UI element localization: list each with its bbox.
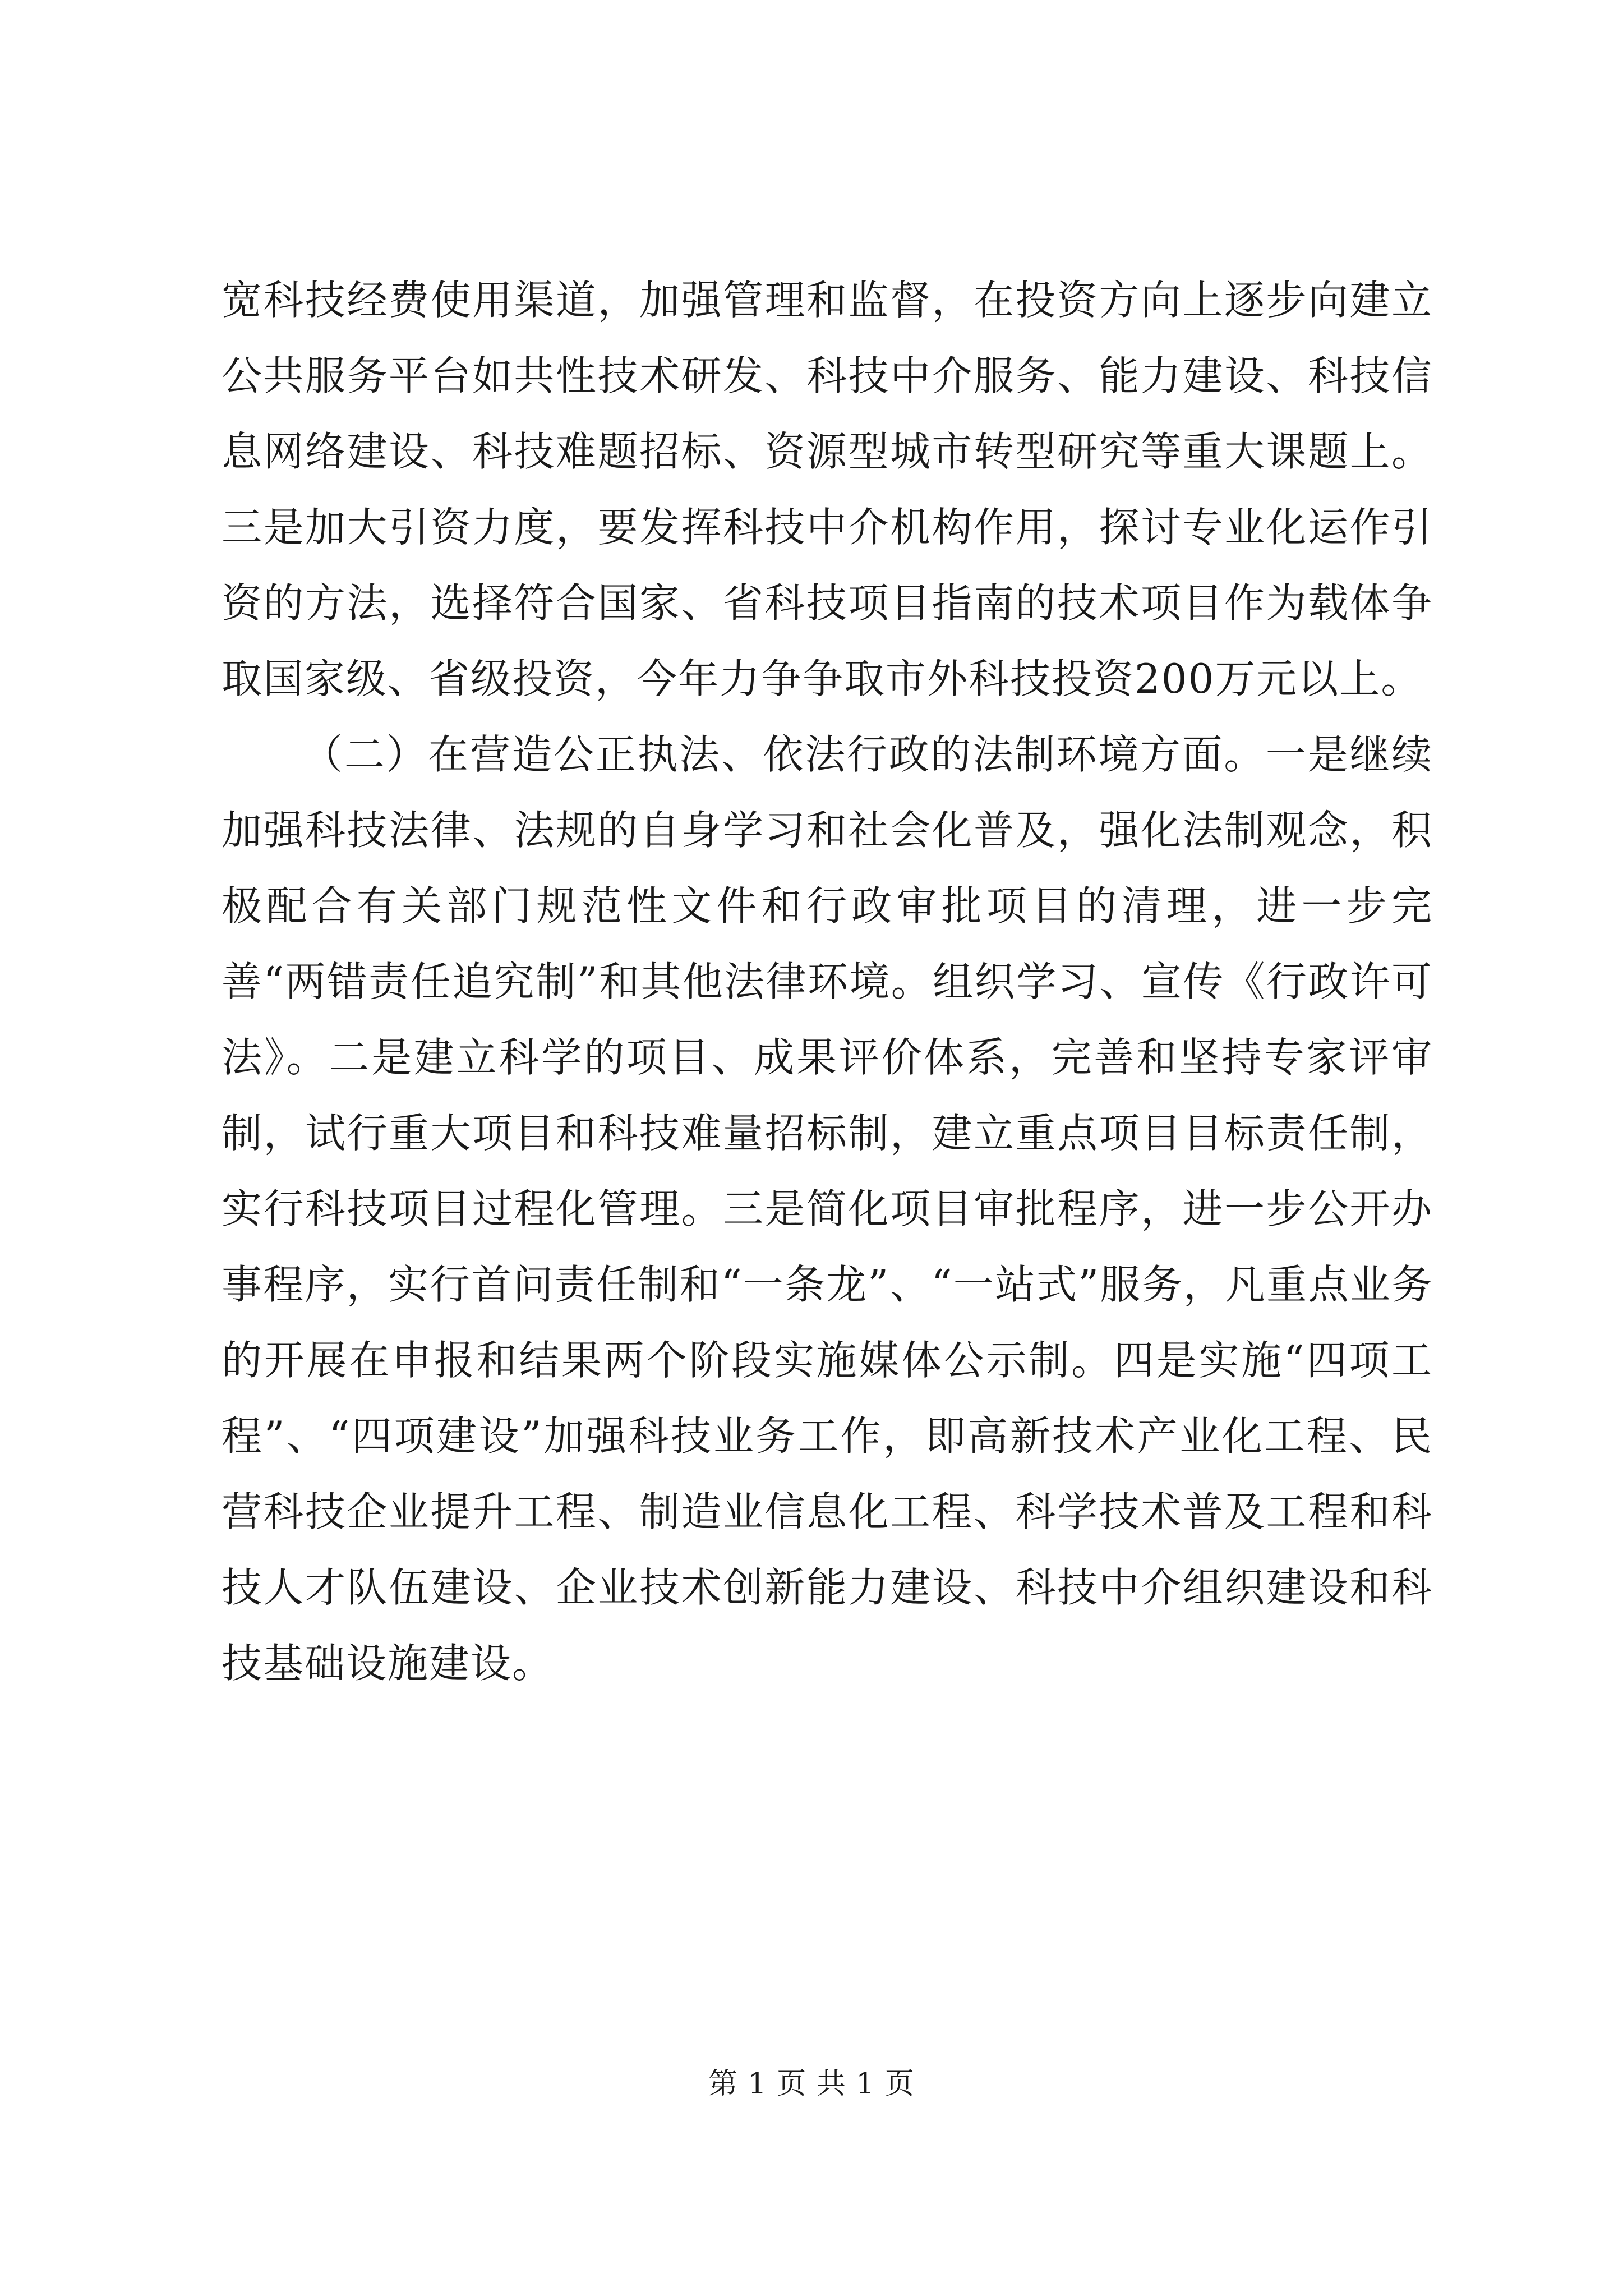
- document-body: [222, 263, 1433, 1701]
- paragraph-section-two: （二）在营造公正执法、依法行政的法制环境方面。一是继续加强科技法律、法规的自身学习和社会化普及，强化法制观念，积极配合有关部门规范性文件和行政审批项目的清理，进一步完善“两错责任追究制”和其他法律环境。组织学习、宣传《行政许可法》。二是建立科学的项目、成果评价体系，完善和坚持专家评审制，试行重大项目和科技难量招标制，建立重点项目目标责任制，实行科技项目过程化管理。三是简化项目审批程序，进一步公开办事程序，实行首问责任制和“一条龙”、“一站式”服务，凡重点业务的开展在申报和结果两个阶段实施媒体公示制。四是实施“四项工程”、“四项建设”加强科技业务工作，即高新技术产业化工程、民营科技企业提升工程、制造业信息化工程、科学技术普及工程和科技人才队伍建设、企业技术创新能力建设、科技中介组织建设和科技基础设施建设。: [222, 731, 1433, 1687]
- paragraph-continuation: 宽科技经费使用渠道，加强管理和监督，在投资方向上逐步向建立公共服务平台如共性技术研发、科技中介服务、能力建设、科技信息网络建设、科技难题招标、资源型城市转型研究等重大课题上。三是加大引资力度，要发挥科技中介机构作用，探讨专业化运作引资的方法，选择符合国家、省科技项目指南的技术项目作为载体争取国家级、省级投资，今年力争争取市外科技投资200万元以上。: [222, 277, 1433, 702]
- page-footer: 第 1 页 共 1 页: [708, 2067, 915, 2101]
